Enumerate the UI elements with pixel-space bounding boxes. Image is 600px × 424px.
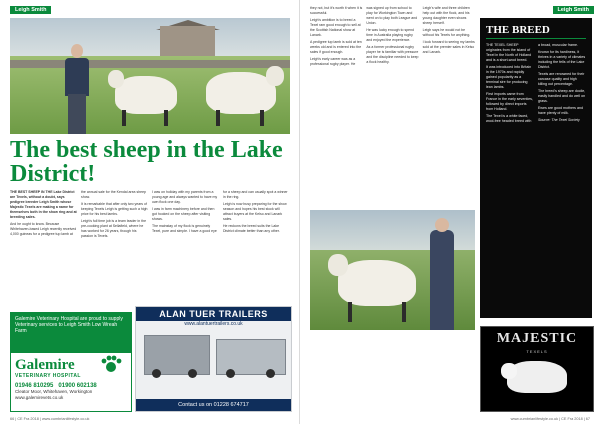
sheep-1-leg [164,110,168,126]
article-paragraph: It is remarkable that after only two years of keeping Texels Leigh is getting such a high price for his best lambs. [81,202,148,216]
farm-photo [10,18,290,134]
article-paragraph: I look forward to seeing my lambs sold at the premier sales in Kelso and Lanark. [422,40,475,54]
sheep-3-leg [402,302,406,322]
article-paragraph: Leigh's full time job is a team leader in the pre-cooking plant at Sellafield, where he has worked for 26 years, though his passion is Texels. [81,219,147,238]
sheep-2-leg [216,110,220,126]
article-paragraph: I was in farm machinery before and then got hooked on the sheep after visiting shows. [152,207,215,221]
sheep-1 [115,76,177,114]
wheel-icon [188,369,197,378]
texels-sheep-head [501,363,517,379]
sheep-3-leg [348,302,352,322]
article-paragraph: As a former professional rugby player he is familiar with pressure and the discipline needed to keep a flock healthy. [366,45,419,64]
article-intro: THE BEST SHEEP IN THE Lake District are Texels, without a doubt, says pedigree breeder Leigh Smith whose Majestic Texels are making a name for themselves both in the show ring and at breeding sales. [10,190,77,219]
sidebar-paragraph: Ewes are good mothers and have plenty of milk. [538,106,583,115]
right-page [300,0,600,424]
sheep-1-head [108,70,124,88]
article-paragraph: He was lucky enough to spend time in Australia playing rugby and enjoyed the experience. [366,28,414,42]
sheep-3 [338,260,416,306]
trailers-logo: ALAN TUER TRAILERS [136,307,291,321]
trailers-url[interactable]: www.alantuertrailers.co.uk [184,321,243,327]
article-body-left [10,190,290,308]
section-tag: Leigh Smith [10,6,51,14]
photo-farmer [62,44,92,134]
article-paragraph: And he ought to know. Because Whitehaven-based Leigh recently received 4,000 guineas for a pedigree tup lamb at the annual sale for the Kendal area sheep show. [10,190,146,236]
texels-logo-word: MAJESTIC [496,331,578,346]
farmer-head [71,44,83,58]
article-paragraph: they not, but it's worth it when it is successful. [310,6,363,15]
article-paragraph: He reckons the breed suits the Lake District climate better than any other. [223,224,280,233]
sidebar-paragraph: It was introduced into Britain in the 1970s and rapidly gained popularity as a terminal sire for producing lean lambs. [486,65,532,89]
article-paragraph: The mainstay of my flock is genuinely Texel, pure and simple. I have a good eye for a sheep and can usually spot a winner in the ring. [152,190,288,233]
article-headline: The best sheep in the Lake District! [10,137,283,187]
sheep-photo [310,210,475,330]
trailers-contact: Contact us on 01228 674717 [136,399,291,411]
photo-sky [10,18,290,56]
article-paragraph: Leigh says he would not be without his Texels for anything. [422,28,471,37]
galemire-phone-1: 01946 810295 [15,383,54,389]
alan-tuer-trailers-advert[interactable] [135,306,292,412]
page-footer-left: 66 | CE Fra 2018 | www.cumbrianlifestyle.co.uk [10,417,90,421]
sidebar-source: Source: The Texel Society [538,118,580,122]
galemire-phone-2: 01900 602138 [58,383,97,389]
galemire-advert[interactable] [10,312,132,412]
article-paragraph: I was on holiday with my parents from a young age and always wanted to have my own flock one day. [152,190,218,204]
galemire-contact [15,383,127,401]
farmer-head [435,218,449,232]
photo-wall [10,60,290,68]
sheep-1-leg [122,110,126,126]
photo-house [160,26,215,60]
galemire-web[interactable]: www.galemirevets.co.uk [15,395,64,400]
wheel-icon [266,369,275,378]
wheel-icon [226,369,235,378]
galemire-tagline: Galemire Veterinary Hospital are proud to supply Veterinary services to Leigh Smith Low Wreah Farm [11,313,131,353]
wheel-icon [152,369,161,378]
article-paragraph: Leigh's ambition is to breed a Texel ram good enough to sell at the Scottish National show at Lanark. [310,18,361,37]
sheep-3-head [328,254,348,276]
sidebar-paragraph: THE TEXEL SHEEP originates from the island of Texel in the North of Holland and is a short-wool breed. [486,43,532,62]
article-paragraph: A pedigree tup lamb is sold at ten weeks old and is entered into the sales if good enough. [310,40,362,54]
sidebar-paragraph: First imports came from France in the early seventies, followed by direct imports from Holland. [486,92,533,111]
article-paragraph: Leigh's early career was as a professional rugby player. He was signed up from school to play for Workington Town and went on to play both League and Union. [310,6,418,66]
photo-farmer [430,230,454,330]
breed-sidebar [480,18,592,318]
paw-icon [99,355,123,373]
article-paragraph: Leigh's wife and three children help out with the flock, and his young daughter even shows sheep herself. [422,6,470,25]
sheep-2-leg [260,110,264,126]
article-paragraph: Leigh is now busy preparing for the show season and hopes his best stock will attract buyers at the Kelso and Lanark sales. [223,202,287,221]
farmer-legs [68,94,86,134]
farmer-body [65,58,89,96]
sheep-2-head [266,66,284,86]
sidebar-paragraph: The Texel is a white faced, wool-free headed breed with a broad, muscular frame. [486,43,578,123]
sidebar-paragraph: The breed's sheep are docile, easily handled and do well on grass. [538,89,586,103]
majestic-texels-advert[interactable] [480,326,594,412]
galemire-subtitle: VETERINARY HOSPITAL [15,373,81,379]
sidebar-title: THE BREED [486,24,586,39]
section-tag: Leigh Smith [553,6,594,14]
sidebar-columns [486,43,586,293]
galemire-logo-text: Galemire [15,357,75,373]
sidebar-paragraph: Texels are renowned for their carcase quality and high killing out percentage. [538,72,585,86]
texels-logo-sub: TEXELS [526,349,548,354]
page-footer-right: www.cumbrianlifestyle.co.uk | CE Fra 2018 | 67 [510,417,590,421]
galemire-address: Cleator Moor, Whitehaven, Workington [15,389,93,394]
sidebar-paragraph: Known for its hardiness, it thrives in a variety of climates including the fells of the Lake District. [538,50,586,69]
